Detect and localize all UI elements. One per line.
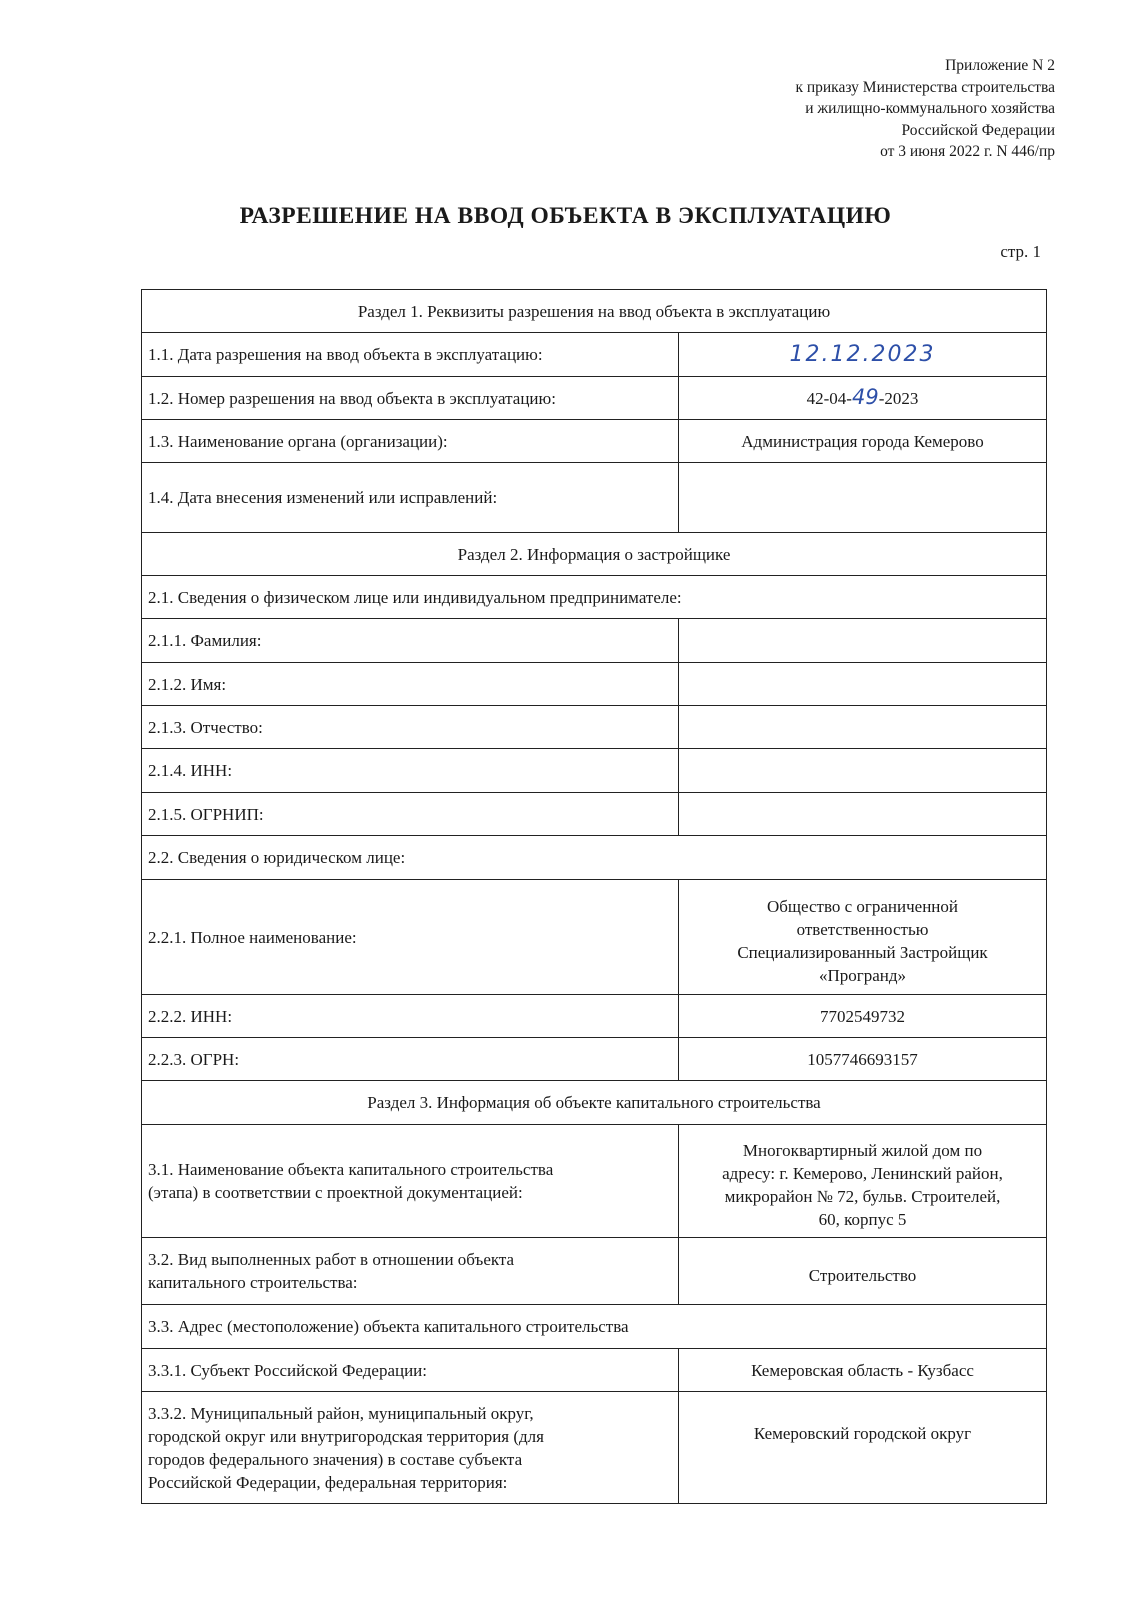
row-label: 1.2. Номер разрешения на ввод объекта в эксплуатацию: bbox=[142, 377, 679, 420]
row-label: 2.2. Сведения о юридическом лице: bbox=[142, 836, 1047, 880]
row-value: 1057746693157 bbox=[679, 1038, 1047, 1081]
row-value: Администрация города Кемерово bbox=[679, 420, 1047, 463]
row-value bbox=[679, 793, 1047, 836]
row-value bbox=[679, 619, 1047, 663]
label-line: 3.3.2. Муниципальный район, муниципальный округ, bbox=[148, 1403, 534, 1423]
table-row bbox=[142, 1125, 1047, 1238]
row-label: 2.1. Сведения о физическом лице или индивидуальном предпринимателе: bbox=[142, 576, 1047, 619]
value-line: 60, корпус 5 bbox=[818, 1210, 907, 1229]
row-label: 3.3. Адрес (местоположение) объекта капитального строительства bbox=[142, 1305, 1047, 1349]
handwritten-number: 49 bbox=[851, 385, 879, 409]
object-name-value bbox=[679, 1125, 1047, 1238]
table-row bbox=[142, 576, 1047, 619]
value-line: Многоквартирный жилой дом по bbox=[742, 1141, 983, 1160]
table-row bbox=[142, 1238, 1047, 1305]
table-row bbox=[142, 1038, 1047, 1081]
row-label: 2.2.2. ИНН: bbox=[142, 995, 679, 1038]
annex-line: Российской Федерации bbox=[901, 121, 1055, 139]
label-line: Российской Федерации, федеральная территория: bbox=[148, 1472, 508, 1492]
table-row bbox=[142, 463, 1047, 533]
row-label: 1.3. Наименование органа (организации): bbox=[142, 420, 679, 463]
row-value: Строительство bbox=[679, 1238, 1047, 1305]
row-label: 1.1. Дата разрешения на ввод объекта в эксплуатацию: bbox=[142, 333, 679, 377]
row-label bbox=[142, 1238, 679, 1305]
row-label: 2.2.1. Полное наименование: bbox=[142, 880, 679, 995]
row-value bbox=[679, 706, 1047, 749]
company-name-value bbox=[679, 880, 1047, 995]
label-line: 3.1. Наименование объекта капитального строительства bbox=[148, 1160, 554, 1179]
section-heading: Раздел 3. Информация об объекте капитального строительства bbox=[142, 1081, 1047, 1125]
value-line: микрорайон № 72, бульв. Строителей, bbox=[724, 1187, 1001, 1206]
permit-number-suffix: -2023 bbox=[878, 389, 919, 408]
annex-header bbox=[795, 55, 1055, 163]
row-value: 7702549732 bbox=[679, 995, 1047, 1038]
table-row bbox=[142, 1349, 1047, 1392]
page-number: стр. 1 bbox=[1000, 242, 1041, 261]
row-label bbox=[142, 1392, 679, 1504]
permit-form-table bbox=[141, 289, 1047, 1504]
row-value bbox=[679, 663, 1047, 706]
label-line: капитального строительства: bbox=[148, 1273, 358, 1292]
permit-date-value bbox=[679, 333, 1047, 377]
permit-number-prefix: 42-04- bbox=[806, 389, 852, 408]
section-3-heading-row bbox=[142, 1081, 1047, 1125]
row-label: 2.1.3. Отчество: bbox=[142, 706, 679, 749]
section-2-heading-row bbox=[142, 533, 1047, 576]
table-row bbox=[142, 333, 1047, 377]
row-value: Кемеровская область - Кузбасс bbox=[679, 1349, 1047, 1392]
section-heading: Раздел 2. Информация о застройщике bbox=[142, 533, 1047, 576]
label-line: 3.2. Вид выполненных работ в отношении объекта bbox=[148, 1250, 515, 1269]
row-label: 2.1.1. Фамилия: bbox=[142, 619, 679, 663]
table-row bbox=[142, 836, 1047, 880]
annex-line: и жилищно-коммунального хозяйства bbox=[805, 100, 1055, 117]
row-label: 2.2.3. ОГРН: bbox=[142, 1038, 679, 1081]
value-line: Общество с ограниченной bbox=[766, 897, 959, 916]
table-row bbox=[142, 1392, 1047, 1504]
label-line: городов федерального значения) в составе субъекта bbox=[148, 1449, 523, 1469]
table-row bbox=[142, 749, 1047, 793]
row-value bbox=[679, 463, 1047, 533]
row-value bbox=[679, 749, 1047, 793]
label-line: городской округ или внутригородская территория (для bbox=[148, 1426, 544, 1446]
section-heading: Раздел 1. Реквизиты разрешения на ввод объекта в эксплуатацию bbox=[142, 290, 1047, 333]
row-label: 3.3.1. Субъект Российской Федерации: bbox=[142, 1349, 679, 1392]
annex-line: к приказу Министерства строительства bbox=[795, 78, 1055, 96]
section-1-heading-row bbox=[142, 290, 1047, 333]
row-label: 2.1.5. ОГРНИП: bbox=[142, 793, 679, 836]
table-row bbox=[142, 1305, 1047, 1349]
annex-line: от 3 июня 2022 г. N 446/пр bbox=[880, 143, 1055, 160]
table-row bbox=[142, 420, 1047, 463]
handwritten-date: 12.12.2023 bbox=[789, 341, 936, 367]
table-row bbox=[142, 880, 1047, 995]
document-title: РАЗРЕШЕНИЕ НА ВВОД ОБЪЕКТА В ЭКСПЛУАТАЦИЮ bbox=[239, 203, 892, 229]
value-line: «Програнд» bbox=[818, 966, 907, 985]
label-line: (этапа) в соответствии с проектной документацией: bbox=[148, 1183, 523, 1202]
value-line: адресу: г. Кемерово, Ленинский район, bbox=[722, 1164, 1003, 1183]
table-row bbox=[142, 995, 1047, 1038]
table-row bbox=[142, 619, 1047, 663]
row-label: 2.1.2. Имя: bbox=[142, 663, 679, 706]
row-label: 2.1.4. ИНН: bbox=[142, 749, 679, 793]
permit-number-value bbox=[679, 377, 1047, 420]
row-label: 1.4. Дата внесения изменений или исправлений: bbox=[142, 463, 679, 533]
table-row bbox=[142, 706, 1047, 749]
table-row bbox=[142, 793, 1047, 836]
table-row bbox=[142, 377, 1047, 420]
row-label bbox=[142, 1125, 679, 1238]
value-line: Специализированный Застройщик bbox=[737, 943, 988, 962]
annex-line: Приложение N 2 bbox=[945, 57, 1055, 74]
table-row bbox=[142, 663, 1047, 706]
value-line: ответственностью bbox=[796, 920, 929, 939]
row-value: Кемеровский городской округ bbox=[679, 1392, 1047, 1504]
